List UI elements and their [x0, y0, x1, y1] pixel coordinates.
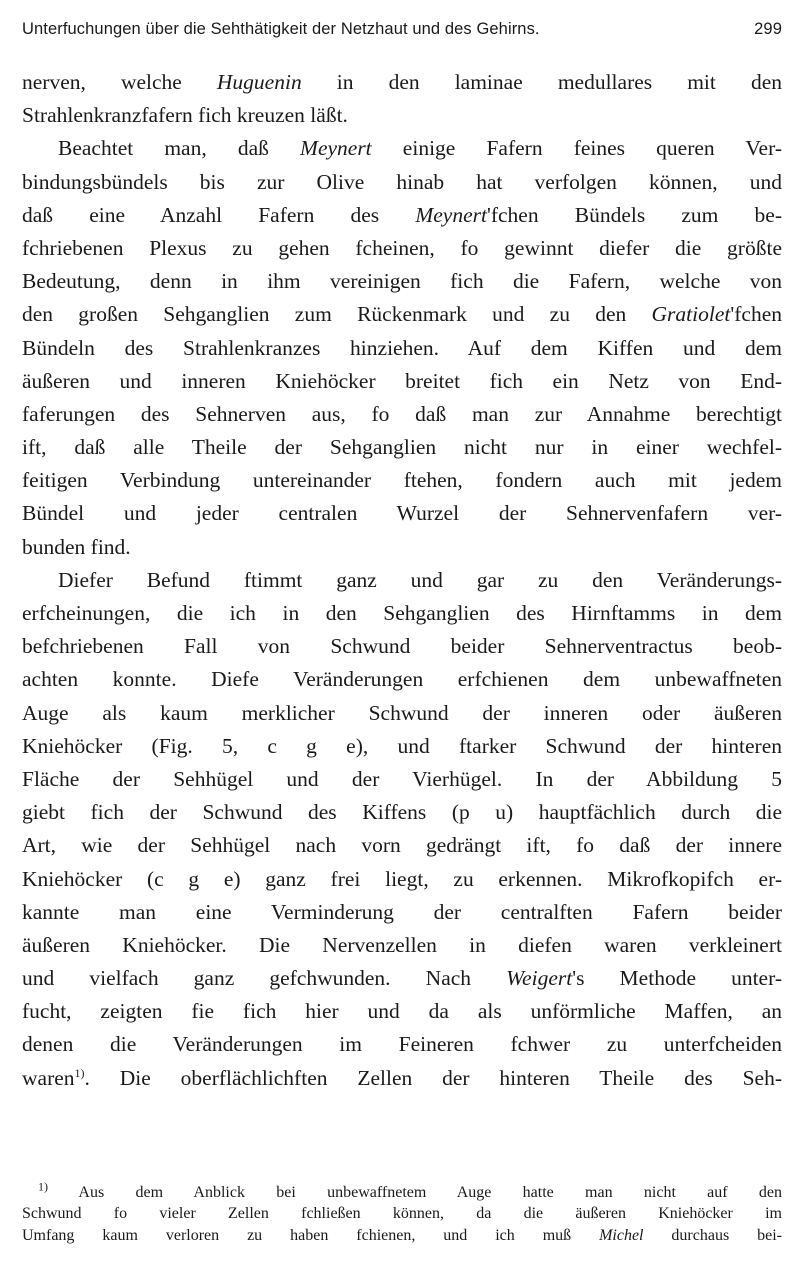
author-name: Gratiolet	[651, 302, 731, 327]
footnote-marker: 1)	[74, 1065, 85, 1080]
text-line	[22, 1028, 782, 1061]
running-title: Unterfuchungen über die Sehthätigkeit der Netzhaut und des Gehirns.	[22, 20, 540, 38]
text-line	[22, 232, 782, 265]
text-line	[22, 332, 782, 365]
text-line	[22, 166, 782, 199]
text-segment: waren	[22, 1065, 75, 1090]
text-segment: fchriebenen Plexus zu gehen fcheinen, fo gewinnt diefer die größte	[22, 235, 782, 260]
text-segment: Bündel und jeder centralen Wurzel der Sehnervenfafern ver-	[22, 501, 782, 526]
author-name: Weigert	[506, 966, 573, 991]
text-segment: kannte man eine Verminderung der centralften Fafern beider	[22, 899, 782, 924]
text-segment: fucht, zeigten fie fich hier und da als unförmliche Maffen, an	[22, 999, 782, 1024]
text-line	[22, 796, 782, 829]
text-line	[22, 132, 782, 165]
text-segment: nerven, welche	[22, 70, 217, 94]
text-line	[22, 99, 782, 132]
text-segment: denen die Veränderungen im Feineren fchwer zu unterfcheiden	[22, 1032, 782, 1057]
text-line	[22, 962, 782, 995]
text-segment: Kniehöcker (Fig. 5, c g e), und ftarker Schwund der hinteren	[22, 733, 782, 758]
text-segment: Fläche der Sehhügel und der Vierhügel. In der Abbildung 5	[22, 766, 782, 791]
text-segment: achten konnte. Diefe Veränderungen erfchienen dem unbewaffneten	[22, 667, 782, 692]
text-segment: Strahlenkranzfafern fich kreuzen läßt.	[22, 103, 348, 128]
text-segment: Schwund fo vieler Zellen fchließen können, da die äußeren Kniehöcker im	[22, 1205, 782, 1223]
text-line	[22, 66, 782, 99]
text-line	[22, 896, 782, 929]
text-segment: giebt fich der Schwund des Kiffens (p u) hauptfächlich durch die	[22, 800, 782, 825]
text-line	[22, 697, 782, 730]
text-segment: 's Methode unter-	[572, 966, 782, 991]
text-line	[22, 265, 782, 298]
text-segment: bunden find.	[22, 534, 131, 559]
text-segment: Umfang kaum verloren zu haben fchienen, und ich muß	[22, 1226, 600, 1244]
text-line	[22, 1062, 782, 1095]
text-segment: äußeren und inneren Kniehöcker breitet fich ein Netz von End-	[22, 368, 782, 393]
text-line	[22, 497, 782, 530]
text-line	[22, 929, 782, 962]
author-name: Huguenin	[216, 70, 302, 94]
author-name: Michel	[599, 1226, 644, 1244]
text-segment: Kniehöcker (c g e) ganz frei liegt, zu erkennen. Mikrofkopifch er-	[22, 866, 782, 891]
text-segment: . Die oberflächlichften Zellen der hinteren Theile des Seh-	[84, 1065, 782, 1090]
text-segment: einige Fafern feines queren Ver-	[371, 136, 782, 161]
body-text	[22, 66, 782, 1095]
text-line	[22, 663, 782, 696]
text-line	[22, 531, 782, 564]
text-line	[22, 365, 782, 398]
footnote-line	[22, 1225, 782, 1246]
footnote-line	[22, 1203, 782, 1224]
text-line	[22, 995, 782, 1028]
text-segment: Bedeutung, denn in ihm vereinigen fich die Fafern, welche von	[22, 269, 782, 294]
text-segment: befchriebenen Fall von Schwund beider Sehnerventractus beob-	[22, 634, 782, 659]
text-segment: Art, wie der Sehhügel nach vorn gedrängt ift, fo daß der innere	[22, 833, 782, 858]
author-name: Meynert	[300, 136, 372, 161]
text-segment: und vielfach ganz gefchwunden. Nach	[22, 966, 507, 991]
text-line	[22, 730, 782, 763]
text-segment: faferungen des Sehnerven aus, fo daß man zur Annahme berechtigt	[22, 401, 782, 426]
text-segment: erfcheinungen, die ich in den Sehganglien des Hirnftamms in dem	[22, 601, 782, 625]
footnotes	[22, 1179, 783, 1246]
text-line	[22, 564, 782, 597]
text-segment: den großen Sehganglien zum Rückenmark und zu den	[22, 302, 652, 327]
text-segment: 'fchen Bündels zum be-	[486, 202, 783, 227]
text-segment: in den laminae medullares mit den	[301, 70, 783, 94]
footnote-marker: 1)	[38, 1179, 48, 1194]
footnote-line	[22, 1179, 782, 1203]
text-segment: Aus dem Anblick bei unbewaffnetem Auge hatte man nicht auf den	[48, 1184, 782, 1201]
text-line	[22, 863, 782, 896]
text-segment: Auge als kaum merklicher Schwund der inneren oder äußeren	[22, 700, 782, 725]
text-line	[22, 763, 782, 796]
page-number: 299	[754, 20, 782, 38]
text-segment: daß eine Anzahl Fafern des	[22, 202, 416, 227]
text-segment: Bündeln des Strahlenkranzes hinziehen. Auf dem Kiffen und dem	[22, 335, 782, 360]
text-segment: feitigen Verbindung untereinander ftehen, fondern auch mit jedem	[22, 468, 782, 493]
text-segment: ift, daß alle Theile der Sehganglien nicht nur in einer wechfel-	[22, 435, 782, 460]
text-line	[22, 464, 782, 497]
text-line	[22, 431, 782, 464]
text-line	[22, 298, 782, 331]
text-line	[22, 829, 782, 862]
author-name: Meynert	[415, 202, 487, 227]
text-segment: 'fchen	[730, 302, 782, 327]
text-segment: durchaus bei-	[643, 1226, 783, 1244]
text-segment: äußeren Kniehöcker. Die Nervenzellen in diefen waren verkleinert	[22, 932, 782, 957]
text-segment: bindungsbündels bis zur Olive hinab hat verfolgen können, und	[22, 169, 782, 194]
text-segment: Diefer Befund ftimmt ganz und gar zu den Veränderungs-	[58, 567, 782, 592]
text-segment: Beachtet man, daß	[58, 136, 301, 161]
text-line	[22, 630, 782, 663]
text-line	[22, 597, 782, 630]
text-line	[22, 398, 782, 431]
running-header	[22, 20, 782, 46]
text-line	[22, 199, 782, 232]
